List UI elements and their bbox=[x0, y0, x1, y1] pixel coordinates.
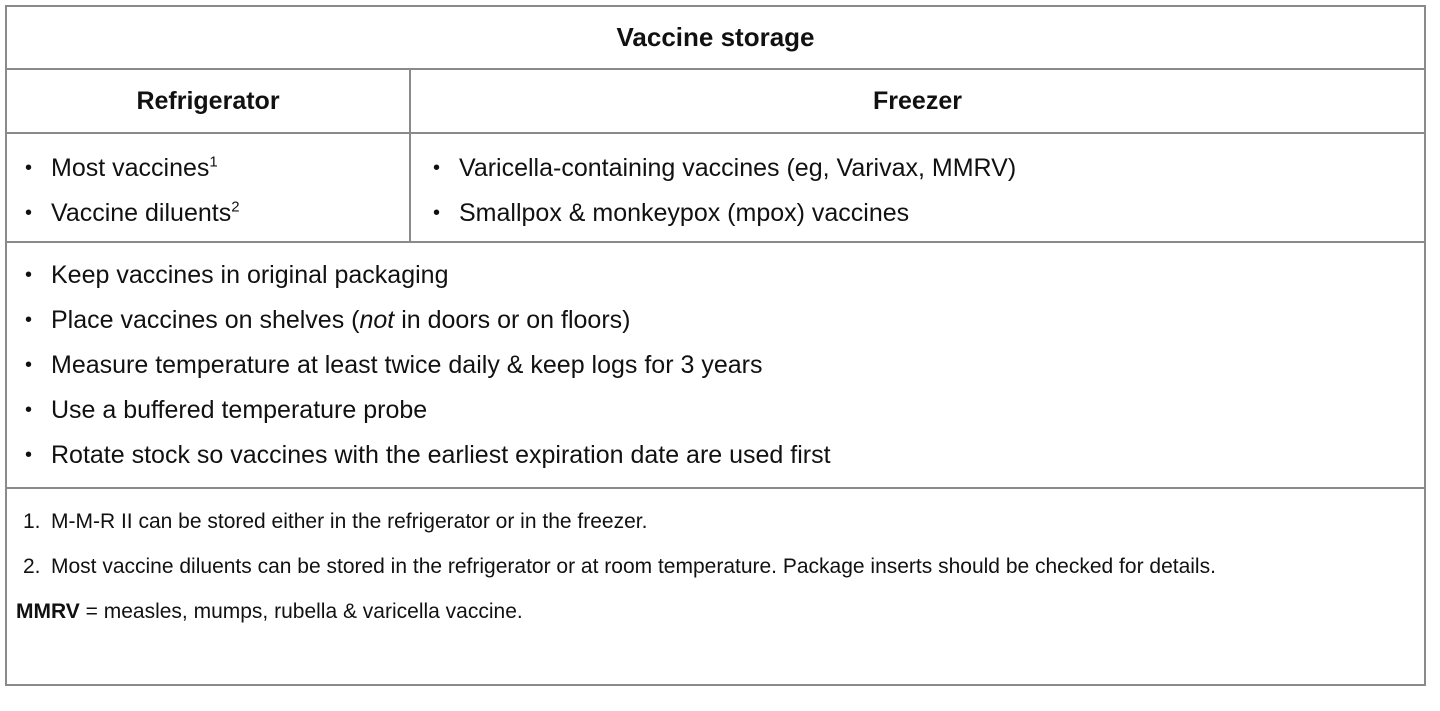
list-item bbox=[7, 191, 409, 236]
refrigerator-cell bbox=[7, 134, 411, 241]
list-item: • Use a buffered temperature probe bbox=[7, 388, 1424, 433]
storage-location-row bbox=[7, 134, 1424, 243]
column-header-row bbox=[7, 70, 1424, 134]
list-item-text: Vaccine diluents bbox=[51, 199, 232, 227]
footnote-number: 2. bbox=[23, 555, 41, 578]
footnote-number: 1. bbox=[23, 510, 41, 533]
abbreviation-note bbox=[7, 589, 1424, 634]
list-item: • Rotate stock so vaccines with the earliest expiration date are used first bbox=[7, 433, 1424, 478]
freezer-cell bbox=[411, 134, 1424, 241]
footnote bbox=[7, 499, 1424, 544]
footnote-marker: 1 bbox=[209, 153, 218, 171]
footnote-text: M-M-R II can be stored either in the refrigerator or in the freezer. bbox=[51, 510, 648, 533]
abbreviation-definition: = measles, mumps, rubella & varicella vaccine. bbox=[79, 600, 523, 623]
storage-tips-list bbox=[7, 253, 1424, 478]
header-freezer: Freezer bbox=[873, 86, 962, 115]
list-item: • Measure temperature at least twice daily & keep logs for 3 years bbox=[7, 343, 1424, 388]
table-title: Vaccine storage bbox=[616, 22, 815, 52]
header-refrigerator: Refrigerator bbox=[7, 70, 411, 132]
list-item-text: Most vaccines bbox=[51, 154, 210, 182]
emphasis: not bbox=[359, 306, 395, 334]
vaccine-storage-table bbox=[5, 5, 1426, 686]
list-item: • Place vaccines on shelves (not in doors or on floors) bbox=[7, 298, 1424, 343]
refrigerator-list bbox=[7, 146, 409, 236]
freezer-list bbox=[411, 146, 1424, 236]
footnote-text: Most vaccine diluents can be stored in the refrigerator or at room temperature. Package inserts should be checked for details. bbox=[51, 555, 1216, 578]
list-item bbox=[7, 146, 409, 191]
footnotes-row bbox=[7, 489, 1424, 684]
abbreviation-term: MMRV bbox=[16, 600, 80, 623]
footnote-marker: 2 bbox=[231, 198, 240, 216]
storage-tips-row bbox=[7, 243, 1424, 489]
list-item: • Varicella-containing vaccines (eg, Varivax, MMRV) bbox=[411, 146, 1424, 191]
list-item: • Keep vaccines in original packaging bbox=[7, 253, 1424, 298]
footnotes-list bbox=[7, 499, 1424, 589]
list-item: • Smallpox & monkeypox (mpox) vaccines bbox=[411, 191, 1424, 236]
title-row bbox=[7, 7, 1424, 70]
footnote bbox=[7, 544, 1424, 589]
